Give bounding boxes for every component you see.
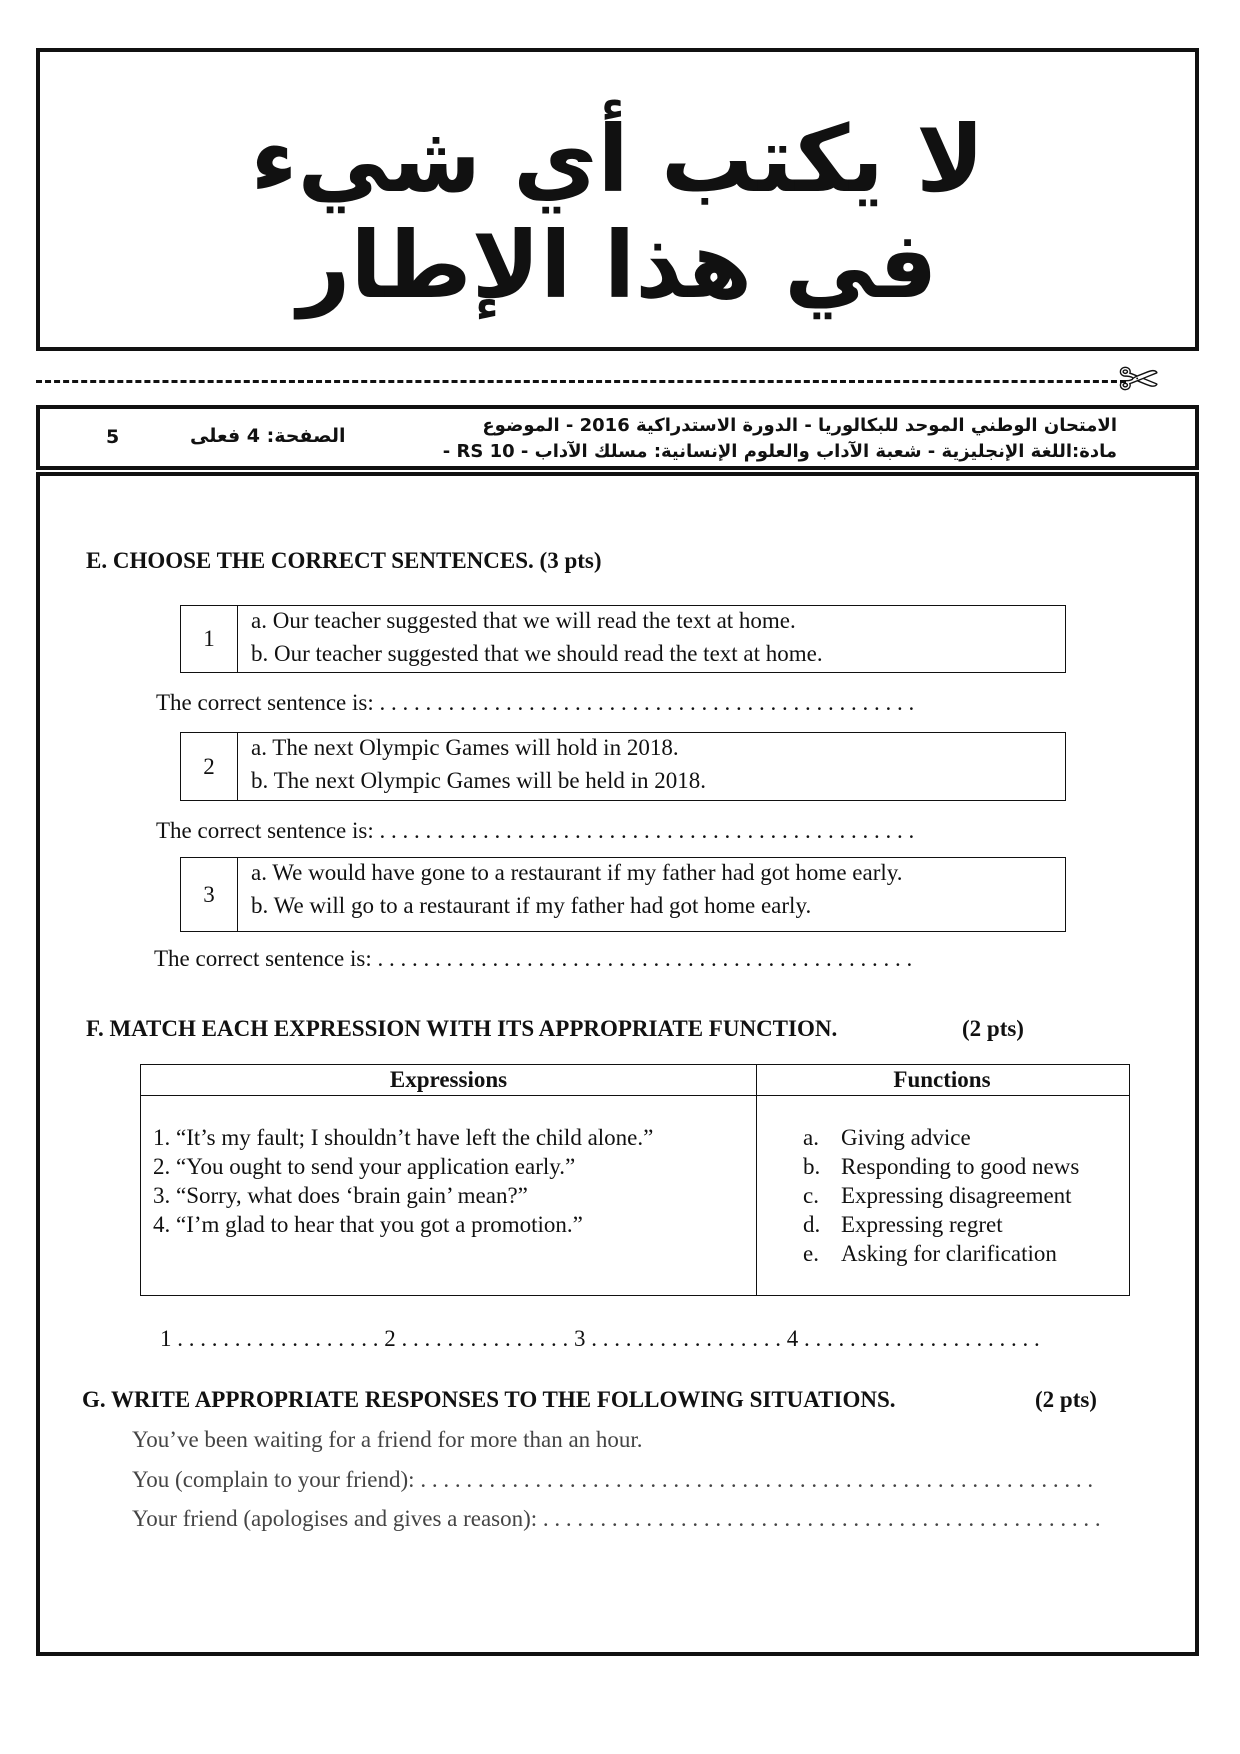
function-letter: a. [803,1125,819,1150]
choice-option-a: a. We would have gone to a restaurant if my father had got home early. [251,860,903,885]
function-letter: d. [803,1212,821,1237]
situation-text: You’ve been waiting for a friend for more than an hour. [132,1427,643,1452]
banner-line-1: لا يكتب أي شيء [250,106,985,213]
function-text: Expressing regret [841,1212,1003,1237]
header-line-1: الامتحان الوطني الموحد للبكالوريا - الدورة الاستدراكية 2016 - الموضوع [482,415,1117,436]
expression-item: 1. “It’s my fault; I shouldn’t have left the child alone.” [153,1125,654,1150]
function-text: Responding to good news [841,1154,1080,1179]
section-g-points: (2 pts) [1035,1387,1097,1412]
answer-line-1[interactable]: The correct sentence is: . . . . . . . . . . . . . . . . . . . . . . . . . . . . . . . . . . . . . . . . . . . . . . . [156,690,915,715]
choice-table-1 [180,605,1066,673]
choice-option-b: b. Our teacher suggested that we should read the text at home. [251,641,823,666]
section-f-points: (2 pts) [962,1016,1024,1041]
scissors-icon: ✄ [1118,352,1159,408]
function-letter: b. [803,1154,821,1179]
section-f-title: F. MATCH EACH EXPRESSION WITH ITS APPROPRIATE FUNCTION. [86,1016,838,1041]
choice-number: 1 [181,606,238,672]
page-label: الصفحة: 4 فعلى [190,425,346,447]
cut-line [36,380,1126,383]
section-g-title: G. WRITE APPROPRIATE RESPONSES TO THE FOLLOWING SITUATIONS. [82,1387,896,1412]
banner-line-2: في هذا الإطار [297,212,938,319]
choice-option-a: a. Our teacher suggested that we will read the text at home. [251,608,796,633]
header-line-2: مادة:اللغة الإنجليزية - شعبة الآداب والعلوم الإنسانية: مسلك الآداب - RS 10 - [442,441,1117,462]
choice-number: 2 [181,733,238,800]
expressions-header: Expressions [389,1067,508,1092]
function-text: Asking for clarification [841,1241,1057,1266]
answer-line-2[interactable]: The correct sentence is: . . . . . . . . . . . . . . . . . . . . . . . . . . . . . . . . . . . . . . . . . . . . . . . [156,818,915,843]
do-not-write-box [36,48,1199,351]
answer-line-3[interactable]: The correct sentence is: . . . . . . . . . . . . . . . . . . . . . . . . . . . . . . . . . . . . . . . . . . . . . . . [154,946,913,971]
function-letter: c. [803,1183,819,1208]
apology-answer-line[interactable]: Your friend (apologises and gives a reason): . . . . . . . . . . . . . . . . . . . . . . . . . . . . . . . . . . . . . . . . . . . . . . . . . [132,1506,1101,1531]
function-text: Giving advice [841,1125,971,1150]
page-total: 5 [106,426,120,448]
expression-item: 3. “Sorry, what does ‘brain gain’ mean?” [153,1183,528,1208]
exam-header [36,405,1199,470]
choice-option-a: a. The next Olympic Games will hold in 2018. [251,735,679,760]
function-text: Expressing disagreement [841,1183,1072,1208]
choice-table-3 [180,857,1066,932]
match-answer-line[interactable]: 1 . . . . . . . . . . . . . . . . . . 2 . . . . . . . . . . . . . . . 3 . . . . . . . . . . . . . . . . . 4 . . . . . . . . . . . . . . . . . . . . . [160,1326,1040,1351]
expression-item: 4. “I’m glad to hear that you got a promotion.” [153,1212,583,1237]
match-table [140,1064,1130,1296]
function-letter: e. [803,1241,819,1266]
choice-option-b: b. We will go to a restaurant if my father had got home early. [251,893,812,918]
choice-option-b: b. The next Olympic Games will be held in 2018. [251,768,707,793]
choice-table-2 [180,732,1066,801]
choice-number: 3 [181,858,238,931]
complain-answer-line[interactable]: You (complain to your friend): . . . . . . . . . . . . . . . . . . . . . . . . . . . . . . . . . . . . . . . . . . . . . . . . . . . . . . . . . . . [132,1467,1094,1492]
functions-header: Functions [893,1067,991,1092]
expression-item: 2. “You ought to send your application early.” [153,1154,576,1179]
section-e-title: E. CHOOSE THE CORRECT SENTENCES. (3 pts) [86,548,602,573]
